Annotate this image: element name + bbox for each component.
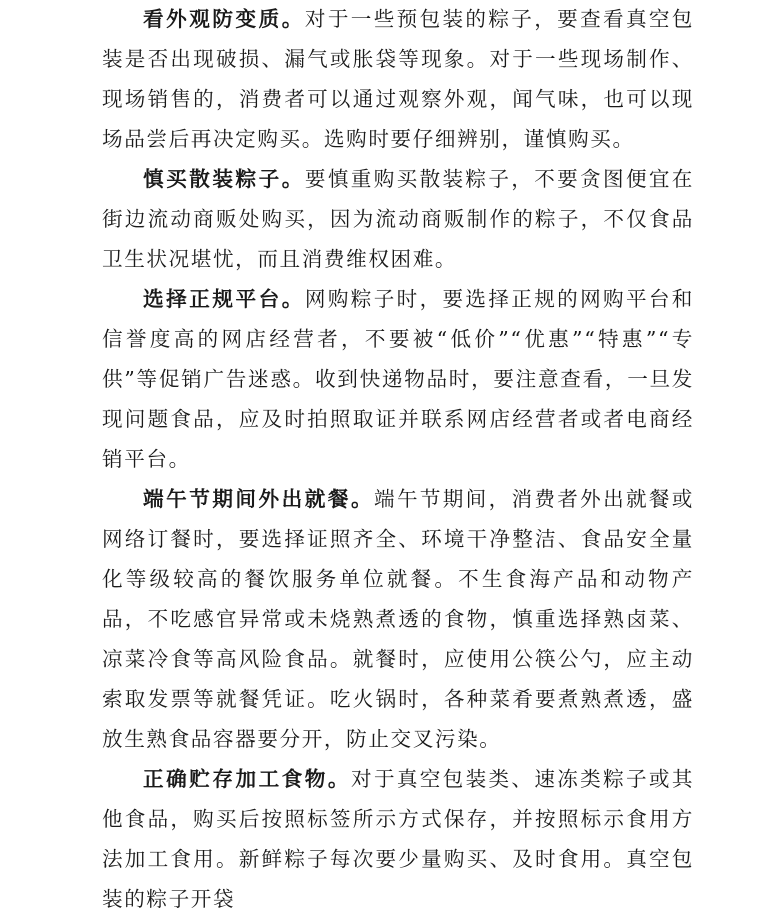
paragraph-heading: 选择正规平台。 bbox=[143, 287, 305, 311]
paragraph-body: 端午节期间，消费者外出就餐或网络订餐时，要选择证照齐全、环境干净整洁、食品安全量化等级较高的餐饮服务单位就餐。不生食海产品和动物产品，不吃感官异常或未烧熟煮透的食物，慎重选择熟卤菜、凉菜冷食等高风险食品。就餐时，应使用公筷公勺，应主动索取发票等就餐凭证。吃火锅时，各种菜肴要煮熟煮透，盛放生熟食品容器要分开，防止交叉污染。 bbox=[102, 487, 694, 751]
paragraph-heading: 正确贮存加工食物。 bbox=[143, 767, 352, 791]
paragraph bbox=[102, 159, 694, 279]
paragraph bbox=[102, 279, 694, 479]
paragraph-heading: 慎买散装粽子。 bbox=[143, 167, 305, 191]
document-page bbox=[102, 0, 694, 919]
paragraph-body: 要慎重购买散装粽子，不要贪图便宜在街边流动商贩处购买，因为流动商贩制作的粽子，不仅食品卫生状况堪忧，而且消费维权困难。 bbox=[102, 167, 694, 271]
paragraph-heading: 端午节期间外出就餐。 bbox=[143, 487, 375, 511]
paragraph-heading: 看外观防变质。 bbox=[143, 7, 305, 31]
paragraph bbox=[102, 0, 694, 159]
paragraph-body: 对于一些预包装的粽子，要查看真空包装是否出现破损、漏气或胀袋等现象。对于一些现场制作、现场销售的，消费者可以通过观察外观，闻气味，也可以现场品尝后再决定购买。选购时要仔细辨别，谨慎购买。 bbox=[102, 7, 694, 151]
paragraph-body: 网购粽子时，要选择正规的网购平台和信誉度高的网店经营者，不要被“低价”“优惠”“特惠”“专供”等促销广告迷惑。收到快递物品时，要注意查看，一旦发现问题食品，应及时拍照取证并联系网店经营者或者电商经销平台。 bbox=[102, 287, 694, 471]
paragraph bbox=[102, 759, 694, 919]
paragraph bbox=[102, 479, 694, 759]
paragraph-body: 对于真空包装类、速冻类粽子或其他食品，购买后按照标签所示方式保存，并按照标示食用方法加工食用。新鲜粽子每次要少量购买、及时食用。真空包装的粽子开袋 bbox=[102, 767, 695, 911]
